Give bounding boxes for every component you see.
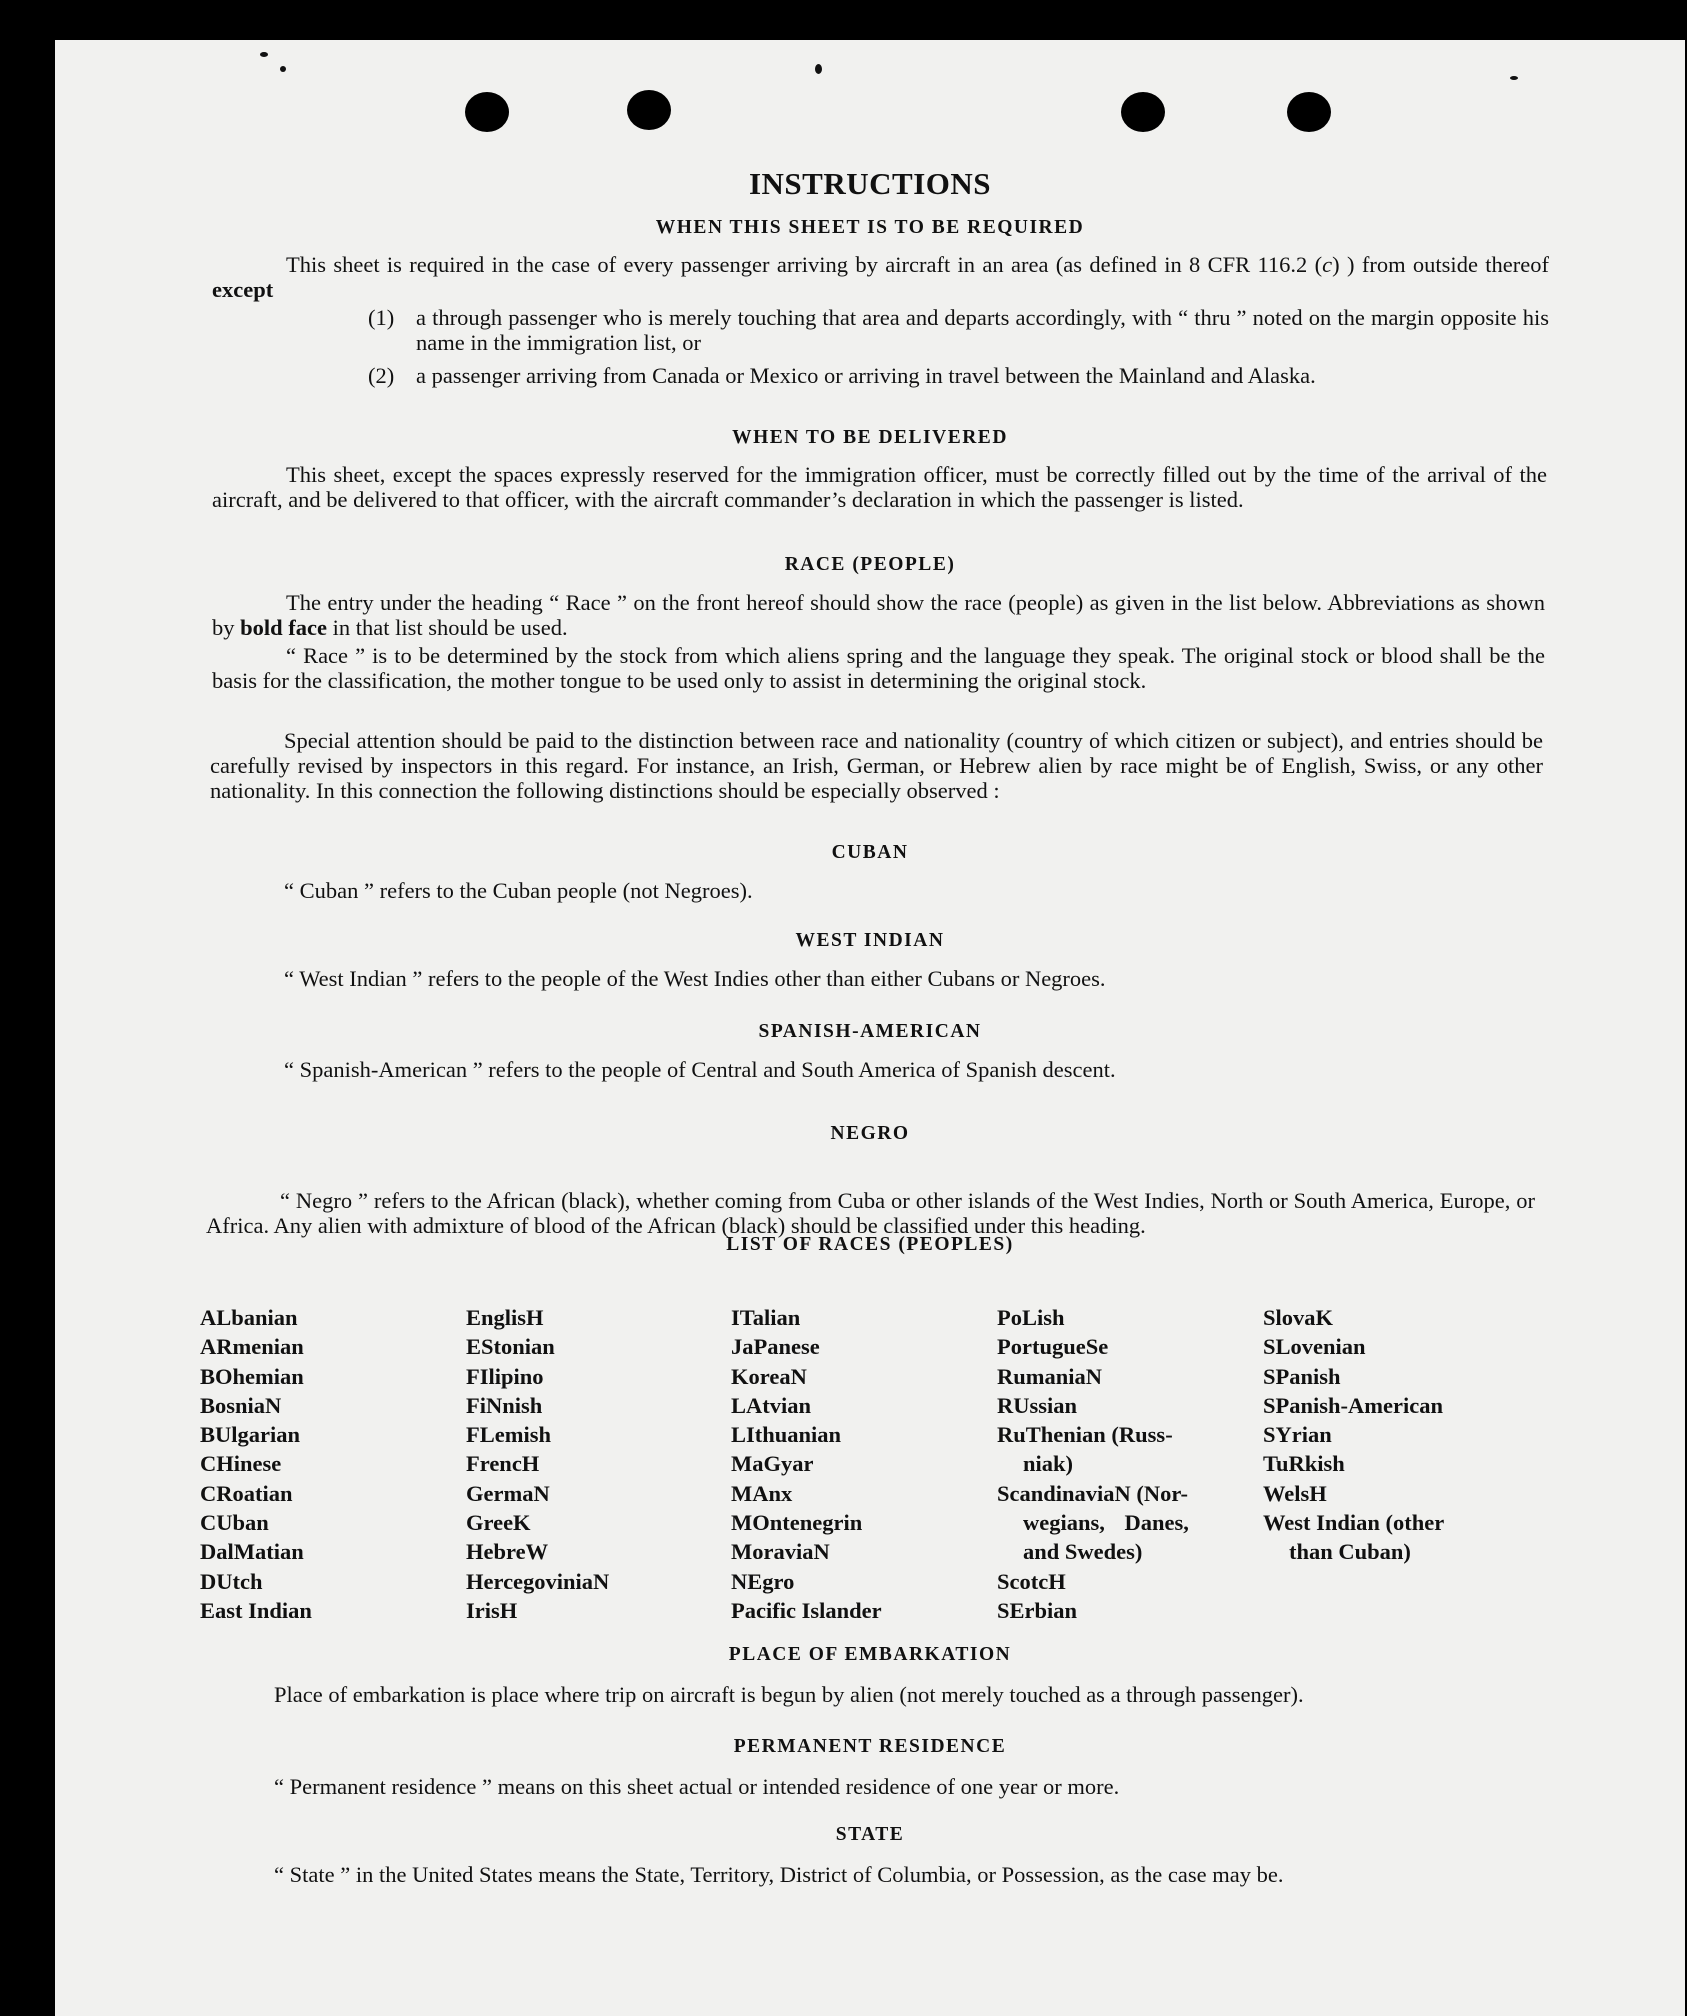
- races-column-5: [1263, 1303, 1444, 1567]
- race-item: West Indian (other: [1263, 1510, 1445, 1536]
- paragraph-state: “ State ” in the United States means the State, Territory, District of Columbia, or Possession, as the case may be.: [274, 1862, 1284, 1887]
- race-item: GermaN: [466, 1480, 550, 1506]
- paragraph-spanish-american: “ Spanish-American ” refers to the people of Central and South America of Spanish descent.: [284, 1057, 1116, 1082]
- race-item: WelsH: [1263, 1480, 1327, 1506]
- race-item: MOntenegrin: [731, 1510, 863, 1536]
- race-item: BosniaN: [200, 1392, 282, 1418]
- paragraph-place-of-embarkation: Place of embarkation is place where trip on aircraft is begun by alien (not merely touched as a through passenger).: [274, 1682, 1304, 1707]
- race-item: PortugueSe: [997, 1334, 1109, 1360]
- heading-list-of-races: LIST OF RACES (PEOPLES): [726, 1234, 1014, 1255]
- race-item: CUban: [200, 1510, 269, 1536]
- paragraph-race-1: The entry under the heading “ Race ” on the front hereof should show the race (people) as given in the list below. Abbreviations as shown by bold face in that list should be used.: [212, 590, 1545, 640]
- race-item: EnglisH: [466, 1305, 544, 1330]
- paragraph-cuban: “ Cuban ” refers to the Cuban people (not Negroes).: [284, 878, 753, 903]
- races-column-3: [731, 1303, 882, 1625]
- heading-when-delivered: WHEN TO BE DELIVERED: [732, 427, 1008, 448]
- document-page: [55, 40, 1685, 2016]
- heading-when-required: WHEN THIS SHEET IS TO BE REQUIRED: [655, 217, 1085, 238]
- race-item: HebreW: [466, 1539, 549, 1565]
- race-item: SPanish-American: [1263, 1392, 1443, 1418]
- heading-state: STATE: [835, 1824, 905, 1845]
- race-item: MaGyar: [731, 1451, 814, 1477]
- races-column-1: [200, 1303, 312, 1625]
- races-column-4: [997, 1303, 1189, 1625]
- heading-race: RACE (PEOPLE): [784, 554, 956, 575]
- race-item: ScotcH: [997, 1568, 1066, 1594]
- race-item: NEgro: [731, 1568, 795, 1594]
- race-item: DUtch: [200, 1568, 263, 1594]
- race-item: RuThenian (Russ-: [997, 1422, 1173, 1448]
- heading-permanent-residence: PERMANENT RESIDENCE: [733, 1736, 1007, 1757]
- heading-cuban: CUBAN: [831, 842, 909, 863]
- race-item: DalMatian: [200, 1539, 304, 1565]
- race-item: GreeK: [466, 1510, 531, 1536]
- race-item: CHinese: [200, 1451, 282, 1477]
- race-item: MAnx: [731, 1480, 793, 1506]
- race-item: SlovaK: [1263, 1305, 1334, 1330]
- race-item: BOhemian: [200, 1363, 304, 1389]
- race-item: BUlgarian: [200, 1422, 301, 1448]
- race-item: EStonian: [466, 1334, 555, 1360]
- heading-place-of-embarkation: PLACE OF EMBARKATION: [728, 1644, 1012, 1665]
- paragraph-when-required: This sheet is required in the case of every passenger arriving by aircraft in an area (as defined in 8 CFR 116.2 (c) ) from outside thereof except: [212, 252, 1549, 302]
- race-item: TuRkish: [1263, 1451, 1345, 1477]
- race-item-continued: than Cuban): [1289, 1539, 1411, 1565]
- race-item: FIlipino: [466, 1363, 544, 1389]
- instructions-content: [55, 40, 1685, 2016]
- page-title: INSTRUCTIONS: [748, 166, 991, 201]
- race-item: LIthuanian: [731, 1422, 842, 1448]
- heading-negro: NEGRO: [830, 1123, 910, 1144]
- race-item: SLovenian: [1263, 1334, 1366, 1360]
- race-item: FrencH: [466, 1451, 540, 1477]
- race-item-continued: wegians, Danes,: [1023, 1510, 1189, 1536]
- race-item: FLemish: [466, 1422, 552, 1448]
- paragraph-when-delivered: This sheet, except the spaces expressly reserved for the immigration officer, must be correctly filled out by the time of the arrival of the aircraft, and be delivered to that officer, with the aircraft commander’s declaration in which the passenger is listed.: [212, 462, 1547, 512]
- race-item: SPanish: [1263, 1363, 1341, 1389]
- race-item: CRoatian: [200, 1480, 293, 1506]
- paragraph-west-indian: “ West Indian ” refers to the people of the West Indies other than either Cubans or Negroes.: [284, 966, 1106, 991]
- race-item: LAtvian: [731, 1392, 812, 1418]
- heading-spanish-american: SPANISH-AMERICAN: [758, 1021, 982, 1042]
- race-item: East Indian: [200, 1597, 312, 1623]
- heading-west-indian: WEST INDIAN: [795, 930, 945, 951]
- race-item: ALbanian: [200, 1305, 298, 1330]
- race-item-continued: niak): [1023, 1451, 1074, 1477]
- race-item: RumaniaN: [997, 1363, 1103, 1389]
- race-item: SYrian: [1263, 1422, 1332, 1448]
- race-item: RUssian: [997, 1392, 1078, 1418]
- race-item: ARmenian: [200, 1334, 304, 1360]
- race-item: JaPanese: [731, 1334, 820, 1360]
- paragraph-race-3: Special attention should be paid to the distinction between race and nationality (country of which citizen or subject), and entries should be carefully revised by inspectors in this regard. For instance, an Irish, German, or Hebrew alien by race might be of English, Swiss, or any other nationality. In this connection the following distinctions should be especially observed :: [210, 728, 1543, 803]
- race-item: KoreaN: [731, 1363, 807, 1389]
- race-item: ScandinaviaN (Nor-: [997, 1480, 1189, 1506]
- race-item: FiNnish: [466, 1392, 543, 1418]
- race-item: PoLish: [997, 1305, 1065, 1330]
- paragraph-race-2: “ Race ” is to be determined by the stock from which aliens spring and the language they speak. The original stock or blood shall be the basis for the classification, the mother tongue to be used only to assist in determining the original stock.: [212, 643, 1545, 693]
- list-item: (1) a through passenger who is merely touching that area and departs accordingly, with “ thru ” noted on the margin opposite his name in the immigration list, or: [368, 305, 1549, 355]
- paragraph-permanent-residence: “ Permanent residence ” means on this sheet actual or intended residence of one year or more.: [274, 1774, 1120, 1799]
- race-item: MoraviaN: [731, 1539, 830, 1565]
- race-item: HercegoviniaN: [466, 1568, 610, 1594]
- race-item-continued: and Swedes): [1023, 1539, 1143, 1565]
- list-item: (2) a passenger arriving from Canada or Mexico or arriving in travel between the Mainland and Alaska.: [368, 363, 1316, 388]
- race-item: SErbian: [997, 1597, 1078, 1623]
- race-item: ITalian: [731, 1305, 801, 1330]
- races-column-2: [466, 1303, 609, 1625]
- paragraph-negro: “ Negro ” refers to the African (black), whether coming from Cuba or other islands of the West Indies, North or South America, Europe, or Africa. Any alien with admixture of blood of the African (black) should be classified under this heading.: [206, 1188, 1535, 1238]
- race-item: Pacific Islander: [731, 1597, 882, 1623]
- race-item: IrisH: [466, 1597, 518, 1623]
